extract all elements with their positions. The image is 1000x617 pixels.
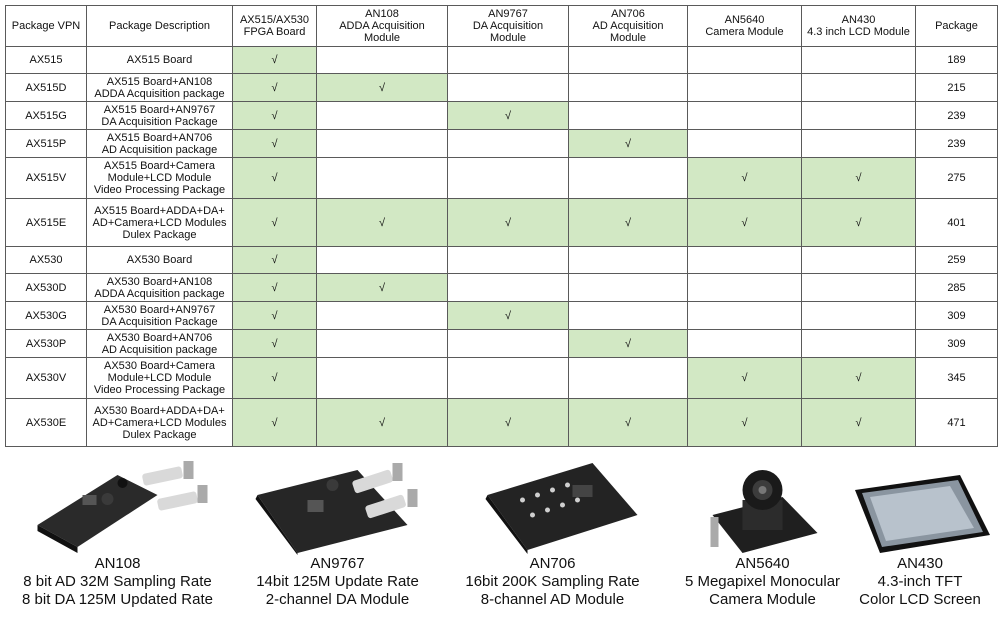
header-fpga-board: AX515/AX530 FPGA Board bbox=[233, 6, 317, 47]
empty-cell bbox=[317, 47, 448, 74]
package-vpn-cell: AX515 bbox=[6, 47, 87, 74]
included-check-cell: √ bbox=[802, 358, 916, 399]
product-line1: 5 Megapixel Monocular bbox=[684, 573, 841, 590]
included-check-cell: √ bbox=[233, 399, 317, 447]
camera-module-icon bbox=[665, 455, 860, 555]
table-row bbox=[6, 158, 998, 199]
package-description-cell: AX515 Board+ADDA+DA+ AD+Camera+LCD Modules Dulex Package bbox=[87, 199, 233, 247]
empty-cell bbox=[448, 274, 569, 302]
table-row bbox=[6, 274, 998, 302]
da-module-icon bbox=[235, 455, 440, 555]
product-card bbox=[235, 455, 440, 617]
product-name: AN108 bbox=[94, 555, 141, 572]
table-row bbox=[6, 247, 998, 274]
table-row bbox=[6, 199, 998, 247]
package-vpn-cell: AX515D bbox=[6, 74, 87, 102]
empty-cell bbox=[569, 47, 688, 74]
package-price-cell: 309 bbox=[916, 302, 998, 330]
included-check-cell: √ bbox=[317, 74, 448, 102]
package-price-cell: 215 bbox=[916, 74, 998, 102]
lcd-screen-icon bbox=[840, 455, 1000, 555]
header-an706: AN706 AD Acquisition Module bbox=[569, 6, 688, 47]
empty-cell bbox=[802, 274, 916, 302]
empty-cell bbox=[448, 158, 569, 199]
package-price-cell: 259 bbox=[916, 247, 998, 274]
package-description-cell: AX530 Board bbox=[87, 247, 233, 274]
included-check-cell: √ bbox=[317, 399, 448, 447]
package-vpn-cell: AX530 bbox=[6, 247, 87, 274]
included-check-cell: √ bbox=[317, 199, 448, 247]
product-name: AN430 bbox=[897, 555, 943, 572]
empty-cell bbox=[688, 74, 802, 102]
product-caption bbox=[0, 555, 235, 609]
package-price-cell: 189 bbox=[916, 47, 998, 74]
empty-cell bbox=[688, 302, 802, 330]
included-check-cell: √ bbox=[233, 330, 317, 358]
included-check-cell: √ bbox=[569, 130, 688, 158]
empty-cell bbox=[317, 358, 448, 399]
package-description-cell: AX515 Board+Camera Module+LCD Module Video Processing Package bbox=[87, 158, 233, 199]
package-description-cell: AX530 Board+ADDA+DA+ AD+Camera+LCD Modules Dulex Package bbox=[87, 399, 233, 447]
table-row bbox=[6, 358, 998, 399]
empty-cell bbox=[317, 102, 448, 130]
included-check-cell: √ bbox=[233, 274, 317, 302]
table-row bbox=[6, 302, 998, 330]
product-line1: 4.3-inch TFT bbox=[877, 573, 963, 590]
header-an5640: AN5640 Camera Module bbox=[688, 6, 802, 47]
empty-cell bbox=[448, 358, 569, 399]
package-description-cell: AX515 Board+AN9767 DA Acquisition Package bbox=[87, 102, 233, 130]
empty-cell bbox=[448, 74, 569, 102]
package-vpn-cell: AX530G bbox=[6, 302, 87, 330]
empty-cell bbox=[802, 302, 916, 330]
included-check-cell: √ bbox=[688, 158, 802, 199]
header-package-description: Package Description bbox=[87, 6, 233, 47]
included-check-cell: √ bbox=[802, 399, 916, 447]
included-check-cell: √ bbox=[233, 158, 317, 199]
product-caption bbox=[235, 555, 440, 609]
package-price-cell: 275 bbox=[916, 158, 998, 199]
table-header-row bbox=[6, 6, 998, 47]
product-card bbox=[840, 455, 1000, 617]
empty-cell bbox=[448, 130, 569, 158]
package-vpn-cell: AX515G bbox=[6, 102, 87, 130]
empty-cell bbox=[317, 130, 448, 158]
included-check-cell: √ bbox=[233, 199, 317, 247]
empty-cell bbox=[688, 130, 802, 158]
product-card bbox=[440, 455, 665, 617]
product-name: AN706 bbox=[529, 555, 576, 572]
empty-cell bbox=[317, 330, 448, 358]
package-description-cell: AX530 Board+AN9767 DA Acquisition Package bbox=[87, 302, 233, 330]
ad-module-icon bbox=[440, 455, 665, 555]
product-caption bbox=[440, 555, 665, 609]
included-check-cell: √ bbox=[448, 102, 569, 130]
product-caption bbox=[665, 555, 860, 609]
table-row bbox=[6, 399, 998, 447]
empty-cell bbox=[688, 247, 802, 274]
package-vpn-cell: AX530V bbox=[6, 358, 87, 399]
included-check-cell: √ bbox=[802, 158, 916, 199]
product-line1: 16bit 200K Sampling Rate bbox=[465, 573, 640, 590]
included-check-cell: √ bbox=[569, 399, 688, 447]
included-check-cell: √ bbox=[233, 358, 317, 399]
empty-cell bbox=[448, 330, 569, 358]
product-line2: 2-channel DA Module bbox=[265, 591, 410, 608]
included-check-cell: √ bbox=[233, 130, 317, 158]
table-row bbox=[6, 130, 998, 158]
package-vpn-cell: AX515E bbox=[6, 199, 87, 247]
included-check-cell: √ bbox=[688, 399, 802, 447]
empty-cell bbox=[569, 302, 688, 330]
product-gallery bbox=[0, 455, 1000, 617]
empty-cell bbox=[688, 330, 802, 358]
empty-cell bbox=[569, 247, 688, 274]
empty-cell bbox=[802, 47, 916, 74]
empty-cell bbox=[317, 247, 448, 274]
empty-cell bbox=[802, 247, 916, 274]
package-price-cell: 285 bbox=[916, 274, 998, 302]
product-line2: 8-channel AD Module bbox=[480, 591, 625, 608]
included-check-cell: √ bbox=[802, 199, 916, 247]
table-body bbox=[6, 47, 998, 447]
header-an108: AN108 ADDA Acquisition Module bbox=[317, 6, 448, 47]
product-line1: 14bit 125M Update Rate bbox=[256, 573, 419, 590]
empty-cell bbox=[317, 302, 448, 330]
included-check-cell: √ bbox=[688, 358, 802, 399]
empty-cell bbox=[802, 330, 916, 358]
product-caption bbox=[840, 555, 1000, 609]
included-check-cell: √ bbox=[448, 399, 569, 447]
product-card bbox=[665, 455, 860, 617]
empty-cell bbox=[448, 47, 569, 74]
empty-cell bbox=[569, 74, 688, 102]
empty-cell bbox=[802, 130, 916, 158]
adda-module-icon bbox=[0, 455, 235, 555]
empty-cell bbox=[569, 102, 688, 130]
package-vpn-cell: AX515V bbox=[6, 158, 87, 199]
empty-cell bbox=[448, 247, 569, 274]
empty-cell bbox=[317, 158, 448, 199]
header-an9767: AN9767 DA Acquisition Module bbox=[448, 6, 569, 47]
package-price-cell: 239 bbox=[916, 102, 998, 130]
package-price-cell: 309 bbox=[916, 330, 998, 358]
product-line2: Camera Module bbox=[709, 591, 816, 608]
empty-cell bbox=[688, 274, 802, 302]
table-row bbox=[6, 74, 998, 102]
product-card bbox=[0, 455, 235, 617]
included-check-cell: √ bbox=[569, 330, 688, 358]
package-vpn-cell: AX530P bbox=[6, 330, 87, 358]
package-price-cell: 239 bbox=[916, 130, 998, 158]
included-check-cell: √ bbox=[233, 102, 317, 130]
package-vpn-cell: AX530E bbox=[6, 399, 87, 447]
package-description-cell: AX530 Board+AN108 ADDA Acquisition package bbox=[87, 274, 233, 302]
product-line2: Color LCD Screen bbox=[859, 591, 981, 608]
package-vpn-cell: AX530D bbox=[6, 274, 87, 302]
included-check-cell: √ bbox=[448, 199, 569, 247]
product-name: AN9767 bbox=[310, 555, 365, 572]
included-check-cell: √ bbox=[448, 302, 569, 330]
included-check-cell: √ bbox=[233, 302, 317, 330]
package-price-cell: 401 bbox=[916, 199, 998, 247]
included-check-cell: √ bbox=[233, 47, 317, 74]
header-package-vpn: Package VPN bbox=[6, 6, 87, 47]
included-check-cell: √ bbox=[688, 199, 802, 247]
header-an430: AN430 4.3 inch LCD Module bbox=[802, 6, 916, 47]
included-check-cell: √ bbox=[233, 74, 317, 102]
product-name: AN5640 bbox=[735, 555, 790, 572]
empty-cell bbox=[569, 158, 688, 199]
package-price-cell: 345 bbox=[916, 358, 998, 399]
package-description-cell: AX515 Board bbox=[87, 47, 233, 74]
table-row bbox=[6, 102, 998, 130]
empty-cell bbox=[569, 358, 688, 399]
table-row bbox=[6, 330, 998, 358]
product-line1: 8 bit AD 32M Sampling Rate bbox=[23, 573, 212, 590]
included-check-cell: √ bbox=[317, 274, 448, 302]
package-description-cell: AX530 Board+Camera Module+LCD Module Video Processing Package bbox=[87, 358, 233, 399]
table-row bbox=[6, 47, 998, 74]
package-table bbox=[5, 5, 998, 447]
product-line2: 8 bit DA 125M Updated Rate bbox=[22, 591, 213, 608]
header-package-price: Package bbox=[916, 6, 998, 47]
included-check-cell: √ bbox=[233, 247, 317, 274]
package-description-cell: AX515 Board+AN706 AD Acquisition package bbox=[87, 130, 233, 158]
package-price-cell: 471 bbox=[916, 399, 998, 447]
empty-cell bbox=[802, 102, 916, 130]
empty-cell bbox=[802, 74, 916, 102]
empty-cell bbox=[688, 102, 802, 130]
package-description-cell: AX530 Board+AN706 AD Acquisition package bbox=[87, 330, 233, 358]
empty-cell bbox=[688, 47, 802, 74]
empty-cell bbox=[569, 274, 688, 302]
included-check-cell: √ bbox=[569, 199, 688, 247]
package-description-cell: AX515 Board+AN108 ADDA Acquisition package bbox=[87, 74, 233, 102]
package-vpn-cell: AX515P bbox=[6, 130, 87, 158]
